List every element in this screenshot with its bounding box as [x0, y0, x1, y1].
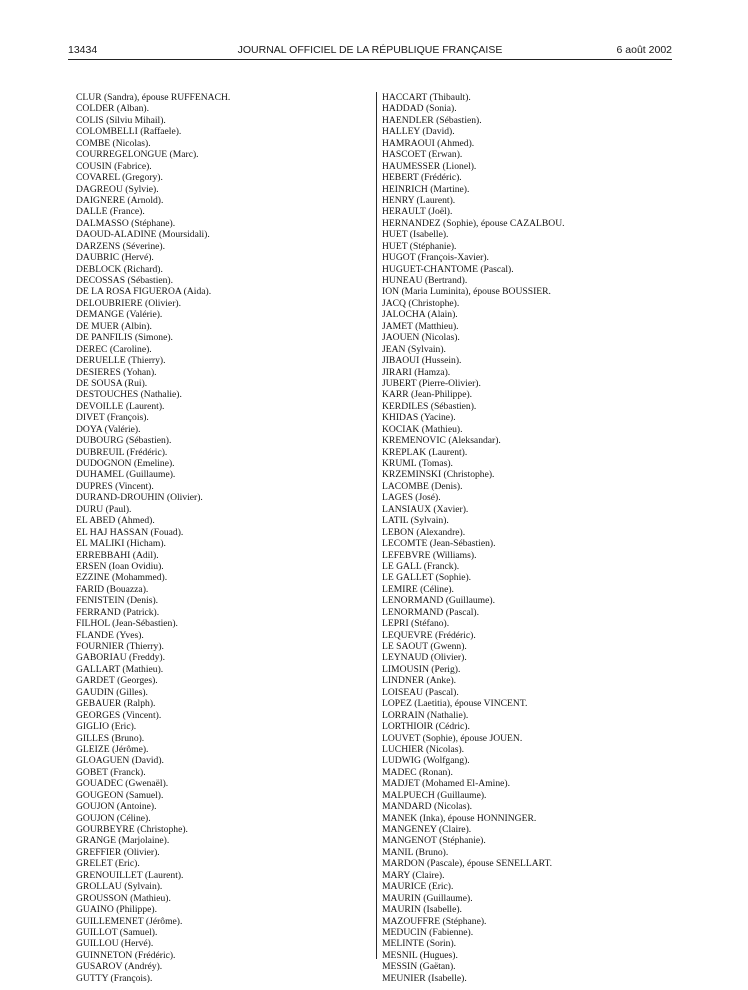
name-entry: KHIDAS (Yacine).: [382, 412, 456, 424]
name-entry: JEAN (Sylvain).: [382, 343, 446, 355]
name-entry: MANGENOT (Stéphanie).: [382, 835, 486, 847]
name-entry: COUSIN (Fabrice).: [76, 160, 152, 172]
name-entry: HERNANDEZ (Sophie), épouse CAZALBOU.: [382, 217, 565, 229]
name-entry: GLOAGUEN (David).: [76, 755, 164, 767]
name-entry: MAZOUFFRE (Stéphane).: [382, 915, 487, 927]
name-entry: GAUDIN (Gilles).: [76, 686, 148, 698]
name-entry: GUINNETON (Frédéric).: [76, 949, 176, 961]
name-entry: GLEIZE (Jérôme).: [76, 743, 149, 755]
name-entry: MANDARD (Nicolas).: [382, 801, 473, 813]
name-entry: DESTOUCHES (Nathalie).: [76, 389, 182, 401]
name-entry: MESSIN (Gaëtan).: [382, 961, 456, 973]
name-entry: KARR (Jean-Philippe).: [382, 389, 473, 401]
name-entry: MEUNIER (Isabelle).: [382, 972, 467, 984]
name-entry: MANIL (Bruno).: [382, 846, 449, 858]
name-entry: COLOMBELLI (Raffaele).: [76, 126, 182, 138]
name-entry: MARY (Claire).: [382, 869, 445, 881]
name-entry: DECOSSAS (Sébastien).: [76, 275, 174, 286]
name-entry: LAGES (José).: [382, 492, 441, 504]
name-entry: LEMIRE (Céline).: [382, 583, 454, 595]
name-entry: HAUMESSER (Lionel).: [382, 160, 477, 172]
name-entry: LE SAOUT (Gwenn).: [382, 641, 467, 652]
name-entry: DAGREOU (Sylvie).: [76, 183, 159, 195]
name-entry: DALLE (France).: [76, 206, 145, 218]
name-entry: HUNEAU (Bertrand).: [382, 275, 468, 286]
left-name-column: [76, 92, 376, 984]
journal-title: JOURNAL OFFICIEL DE LA RÉPUBLIQUE FRANÇAISE: [237, 44, 503, 56]
name-entry: LORTHIOIR (Cédric).: [382, 721, 470, 733]
name-entry: DUPRES (Vincent).: [76, 480, 154, 492]
name-entry: MADEC (Ronan).: [382, 766, 453, 778]
page-header: [68, 40, 672, 58]
name-entry: EL HAJ HASSAN (Fouad).: [76, 526, 184, 538]
column-separator: [376, 92, 377, 959]
name-entry: CLUR (Sandra), épouse RUFFENACH.: [76, 92, 231, 103]
name-entry: COURREGELONGUE (Marc).: [76, 149, 199, 161]
name-entry: GUILLEMENET (Jérôme).: [76, 915, 183, 927]
name-entry: GOURBEYRE (Christophe).: [76, 824, 188, 835]
header-rule: [68, 59, 672, 60]
name-entry: GOUGEON (Samuel).: [76, 789, 164, 801]
name-entry: DURU (Paul).: [76, 503, 132, 515]
name-entry: HEBERT (Frédéric).: [382, 172, 462, 184]
name-entry: LECOMTE (Jean-Sébastien).: [382, 538, 496, 550]
name-entry: LATIL (Sylvain).: [382, 515, 449, 527]
name-entry: LEBON (Alexandre).: [382, 526, 466, 538]
name-entry: LACOMBE (Denis).: [382, 480, 463, 492]
name-entry: LUDWIG (Wolfgang).: [382, 755, 470, 767]
name-entry: KREMENOVIC (Aleksandar).: [382, 435, 501, 447]
name-entry: GIGLIO (Eric).: [76, 721, 137, 733]
name-entry: LORRAIN (Nathalie).: [382, 709, 469, 721]
name-entry: HACCART (Thibault).: [382, 92, 471, 103]
name-entry: GRELET (Eric).: [76, 858, 140, 870]
name-entry: LEFEBVRE (Williams).: [382, 549, 477, 561]
name-entry: MANEK (Inka), épouse HONNINGER.: [382, 812, 537, 824]
name-entry: GOUJON (Céline).: [76, 812, 151, 824]
name-entry: GALLART (Mathieu).: [76, 663, 164, 675]
name-entry: LE GALLET (Sophie).: [382, 572, 472, 584]
name-entry: EL MALIKI (Hicham).: [76, 538, 166, 550]
name-entry: LEQUEVRE (Frédéric).: [382, 629, 476, 641]
name-entry: GROUSSON (Mathieu).: [76, 892, 171, 904]
name-entry: DEREC (Caroline).: [76, 343, 152, 355]
name-entry: COLIS (Silviu Mihail).: [76, 114, 166, 126]
name-entry: LENORMAND (Pascal).: [382, 606, 479, 618]
name-entry: DURAND-DROUHIN (Olivier).: [76, 492, 203, 504]
name-entry: MARDON (Pascale), épouse SENELLART.: [382, 858, 553, 870]
name-entry: LOPEZ (Laetitia), épouse VINCENT.: [382, 698, 528, 710]
name-entry: KOCIAK (Mathieu).: [382, 423, 463, 435]
name-entry: DOYA (Valérie).: [76, 423, 141, 435]
name-entry: FERRAND (Patrick).: [76, 606, 160, 618]
name-entry: JACQ (Christophe).: [382, 297, 460, 309]
name-entry: DIVET (François).: [76, 412, 149, 424]
name-entry: KREPLAK (Laurent).: [382, 446, 468, 458]
name-entry: DEBLOCK (Richard).: [76, 263, 163, 275]
name-entry: DELOUBRIERE (Olivier).: [76, 297, 181, 309]
name-entry: COMBE (Nicolas).: [76, 137, 151, 149]
page-number: 13434: [68, 44, 98, 56]
name-entry: MESNIL (Hugues).: [382, 949, 458, 961]
name-entry: MAURIN (Guillaume).: [382, 892, 473, 904]
name-entry: GREFFIER (Olivier).: [76, 846, 160, 858]
name-entry: ERREBBAHI (Adil).: [76, 549, 159, 561]
name-entry: HENRY (Laurent).: [382, 194, 456, 206]
issue-date: 6 août 2002: [616, 44, 672, 56]
name-entry: DARZENS (Séverine).: [76, 240, 165, 252]
name-entry: LENORMAND (Guillaume).: [382, 595, 495, 607]
name-entry: DUBREUIL (Frédéric).: [76, 446, 168, 458]
name-entry: HAENDLER (Sébastien).: [382, 114, 482, 126]
name-entry: DE MUER (Albin).: [76, 320, 152, 332]
name-entry: HADDAD (Sonia).: [382, 103, 457, 115]
name-entry: DAOUD-ALADINE (Moursidali).: [76, 229, 210, 241]
name-entry: LOUVET (Sophie), épouse JOUEN.: [382, 732, 523, 744]
name-entry: LEYNAUD (Olivier).: [382, 652, 467, 664]
name-entry: LE GALL (Franck).: [382, 560, 460, 572]
name-entry: HASCOET (Erwan).: [382, 149, 463, 161]
name-entry: GEORGES (Vincent).: [76, 709, 162, 721]
name-entry: ION (Maria Luminita), épouse BOUSSIER.: [382, 286, 551, 298]
name-entry: DUHAMEL (Guillaume).: [76, 469, 176, 481]
name-entry: HERAULT (Joël).: [382, 206, 453, 218]
name-entry: GRENOUILLET (Laurent).: [76, 869, 184, 881]
name-entry: LIMOUSIN (Perig).: [382, 663, 461, 675]
name-entry: GOBET (Franck).: [76, 766, 146, 778]
name-entry: DUBOURG (Sébastien).: [76, 435, 172, 447]
name-entry: HUET (Isabelle).: [382, 229, 449, 241]
name-entry: JALOCHA (Alain).: [382, 309, 458, 321]
name-entry: MALPUECH (Guillaume).: [382, 789, 487, 801]
name-entry: MADJET (Mohamed El-Amine).: [382, 778, 510, 790]
name-entry: GUAINO (Philippe).: [76, 904, 158, 916]
name-entry: GUSAROV (Andréy).: [76, 961, 163, 973]
name-entry: FARID (Bouazza).: [76, 583, 149, 595]
name-entry: DESIERES (Yohan).: [76, 366, 157, 378]
name-entry: HUGOT (François-Xavier).: [382, 252, 489, 264]
name-entry: COVAREL (Gregory).: [76, 172, 163, 184]
name-entry: GILLES (Bruno).: [76, 732, 145, 744]
name-entry: LEPRI (Stéfano).: [382, 618, 450, 630]
name-entry: GUILLOU (Hervé).: [76, 938, 154, 950]
name-entry: KERDILES (Sébastien).: [382, 400, 477, 412]
name-entry: COLDER (Alban).: [76, 103, 150, 115]
name-entry: EL ABED (Ahmed).: [76, 515, 155, 527]
name-entry: GOUADEC (Gwenaël).: [76, 778, 169, 790]
name-entry: GRANGE (Marjolaine).: [76, 835, 170, 847]
name-entry: DE SOUSA (Rui).: [76, 377, 148, 389]
name-entry: LANSIAUX (Xavier).: [382, 503, 469, 515]
name-entry: FOURNIER (Thierry).: [76, 641, 164, 652]
name-entry: MEDUCIN (Fabienne).: [382, 926, 474, 938]
name-entry: DAIGNERE (Arnold).: [76, 194, 164, 206]
name-entry: JIRARI (Hamza).: [382, 366, 451, 378]
name-entry: GABORIAU (Freddy).: [76, 652, 165, 664]
name-entry: LINDNER (Anke).: [382, 675, 457, 687]
name-entry: DEMANGE (Valérie).: [76, 309, 163, 321]
name-entry: HUGUET-CHANTOME (Pascal).: [382, 263, 514, 275]
name-entry: LUCHIER (Nicolas).: [382, 743, 465, 755]
name-entry: KRZEMINSKI (Christophe).: [382, 469, 495, 481]
name-entry: DAUBRIC (Hervé).: [76, 252, 154, 264]
name-entry: FENISTEIN (Denis).: [76, 595, 159, 607]
name-entry: DEVOILLE (Laurent).: [76, 400, 165, 412]
name-entry: MELINTE (Sorin).: [382, 938, 457, 950]
name-entry: JUBERT (Pierre-Olivier).: [382, 377, 481, 389]
name-entry: MAURICE (Eric).: [382, 881, 454, 893]
name-entry: HALLEY (David).: [382, 126, 455, 138]
name-entry: DE LA ROSA FIGUEROA (Aida).: [76, 286, 212, 298]
name-entry: GARDET (Georges).: [76, 675, 158, 687]
name-entry: DUDOGNON (Emeline).: [76, 458, 175, 469]
name-entry: HEINRICH (Martine).: [382, 183, 470, 195]
name-entry: ERSEN (Ioan Ovidiu).: [76, 560, 164, 572]
name-entry: DALMASSO (Stéphane).: [76, 217, 176, 229]
name-entry: EZZINE (Mohammed).: [76, 572, 168, 584]
name-entry: LOISEAU (Pascal).: [382, 686, 459, 698]
name-entry: JAMET (Matthieu).: [382, 320, 459, 332]
name-entry: HUET (Stéphanie).: [382, 240, 457, 252]
name-entry: MANGENEY (Claire).: [382, 824, 472, 835]
name-entry: HAMRAOUI (Ahmed).: [382, 137, 475, 149]
name-entry: JAOUEN (Nicolas).: [382, 332, 460, 344]
name-entry: DERUELLE (Thierry).: [76, 355, 166, 367]
name-entry: JIBAOUI (Hussein).: [382, 355, 462, 367]
name-entry: GUILLOT (Samuel).: [76, 926, 158, 938]
name-entry: GEBAUER (Ralph).: [76, 698, 156, 710]
name-entry: GUTTY (François).: [76, 972, 153, 984]
name-entry: GOUJON (Antoine).: [76, 801, 157, 813]
name-entry: KRUML (Tomas).: [382, 458, 453, 469]
name-entry: FLANDE (Yves).: [76, 629, 144, 641]
name-entry: DE PANFILIS (Simone).: [76, 332, 173, 344]
right-name-column: [382, 92, 682, 984]
name-entry: FILHOL (Jean-Sébastien).: [76, 618, 178, 630]
name-entry: MAURIN (Isabelle).: [382, 904, 462, 916]
name-entry: GROLLAU (Sylvain).: [76, 881, 163, 893]
